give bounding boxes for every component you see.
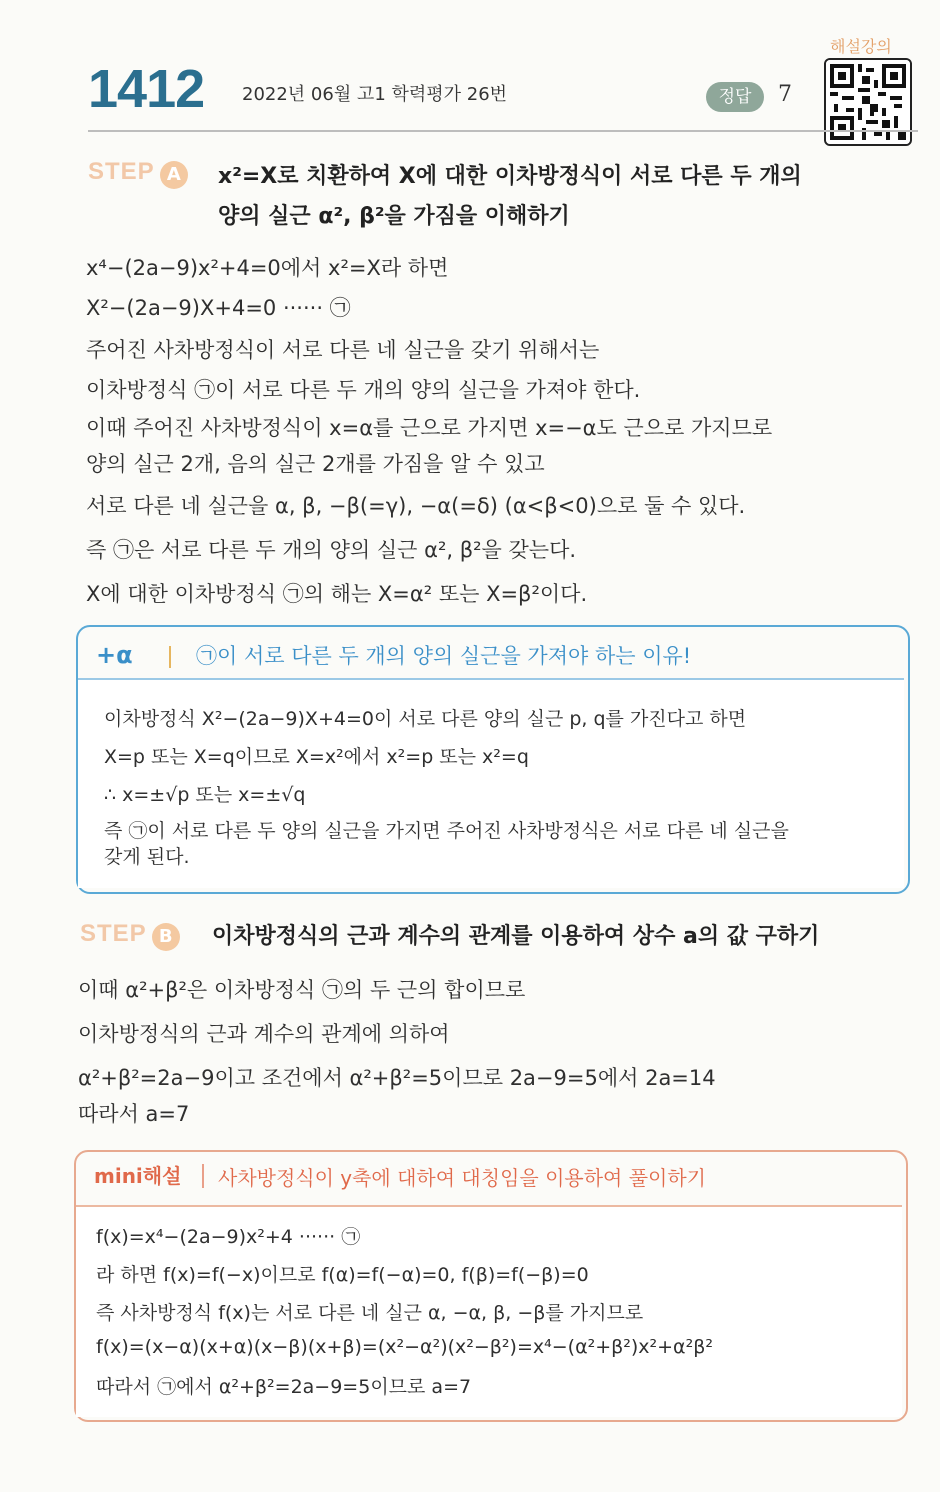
step-b-title: 이차방정식의 근과 계수의 관계를 이용하여 상수 a의 값 구하기 — [212, 924, 820, 949]
header-divider — [88, 130, 918, 132]
plus-alpha-line: 이차방정식 X²−(2a−9)X+4=0이 서로 다른 양의 실근 p, q를 가진다고 하면 — [104, 708, 747, 730]
plus-alpha-line: ∴ x=±√p 또는 x=±√q — [104, 784, 306, 806]
problem-number: 1412 — [88, 59, 205, 119]
mini-line: 따라서 ㉠에서 α²+β²=2a−9=5이므로 a=7 — [96, 1376, 472, 1398]
mini-divider — [202, 1164, 204, 1188]
problem-source: 2022년 06월 고1 학력평가 26번 — [242, 84, 508, 105]
mini-line: f(x)=x⁴−(2a−9)x²+4 ······ ㉠ — [96, 1226, 361, 1248]
qr-code-icon[interactable] — [824, 58, 912, 146]
step-b-line: 이때 α²+β²은 이차방정식 ㉠의 두 근의 합이므로 — [78, 978, 526, 1002]
lecture-label: 해설강의 — [830, 37, 892, 56]
mini-line: f(x)=(x−α)(x+α)(x−β)(x+β)=(x²−α²)(x²−β²)=x⁴−(α²+β²)x²+α²β² — [96, 1336, 713, 1358]
step-a-label: STEP — [88, 158, 155, 185]
step-b-marker — [80, 920, 180, 951]
step-a-line: 이차방정식 ㉠이 서로 다른 두 개의 양의 실근을 가져야 한다. — [86, 378, 641, 402]
step-b-line: 이차방정식의 근과 계수의 관계에 의하여 — [78, 1022, 450, 1046]
step-a-badge: A — [160, 161, 188, 189]
answer-value: 7 — [778, 82, 792, 107]
step-a-line: 즉 ㉠은 서로 다른 두 개의 양의 실근 α², β²을 갖는다. — [86, 538, 577, 562]
plus-alpha-line: 갖게 된다. — [104, 846, 190, 868]
step-a-marker — [88, 158, 188, 189]
step-b-badge: B — [152, 923, 180, 951]
mini-line: 라 하면 f(x)=f(−x)이므로 f(α)=f(−α)=0, f(β)=f(−β)=0 — [96, 1264, 589, 1286]
plus-alpha-header — [96, 640, 691, 670]
plus-alpha-line: X=p 또는 X=q이므로 X=x²에서 x²=p 또는 x²=q — [104, 746, 529, 768]
step-a-title-line2: 양의 실근 α², β²을 가짐을 이해하기 — [218, 204, 570, 229]
step-b-line: α²+β²=2a−9이고 조건에서 α²+β²=5이므로 2a−9=5에서 2a=14 — [78, 1066, 716, 1090]
step-b-label: STEP — [80, 920, 147, 947]
step-b-line: 따라서 a=7 — [78, 1102, 190, 1126]
plus-alpha-title: ㉠이 서로 다른 두 개의 양의 실근을 가져야 하는 이유! — [195, 644, 692, 668]
answer-badge: 정답 — [706, 82, 764, 112]
step-a-line: X에 대한 이차방정식 ㉠의 해는 X=α² 또는 X=β²이다. — [86, 582, 588, 606]
mini-label: mini해설 — [94, 1164, 182, 1188]
mini-title: 사차방정식이 y축에 대하여 대칭임을 이용하여 풀이하기 — [218, 1166, 706, 1190]
step-a-line: 이때 주어진 사차방정식이 x=α를 근으로 가지면 x=−α도 근으로 가지므로 — [86, 416, 773, 440]
step-a-line: 주어진 사차방정식이 서로 다른 네 실근을 갖기 위해서는 — [86, 338, 600, 362]
mini-line: 즉 사차방정식 f(x)는 서로 다른 네 실근 α, −α, β, −β를 가지므로 — [96, 1302, 644, 1324]
plus-alpha-badge: +α — [96, 641, 133, 669]
step-a-line: 서로 다른 네 실근을 α, β, −β(=γ), −α(=δ) (α<β<0)으로 둘 수 있다. — [86, 494, 746, 518]
plus-alpha-line: 즉 ㉠이 서로 다른 두 양의 실근을 가지면 주어진 사차방정식은 서로 다른 네 실근을 — [104, 820, 789, 842]
step-a-title-line1: x²=X로 치환하여 X에 대한 이차방정식이 서로 다른 두 개의 — [218, 164, 802, 189]
step-a-line: 양의 실근 2개, 음의 실근 2개를 가짐을 알 수 있고 — [86, 452, 545, 476]
step-a-line: x⁴−(2a−9)x²+4=0에서 x²=X라 하면 — [86, 256, 449, 280]
step-a-line: X²−(2a−9)X+4=0 ······ ㉠ — [86, 296, 351, 320]
plus-alpha-divider — [169, 646, 171, 668]
